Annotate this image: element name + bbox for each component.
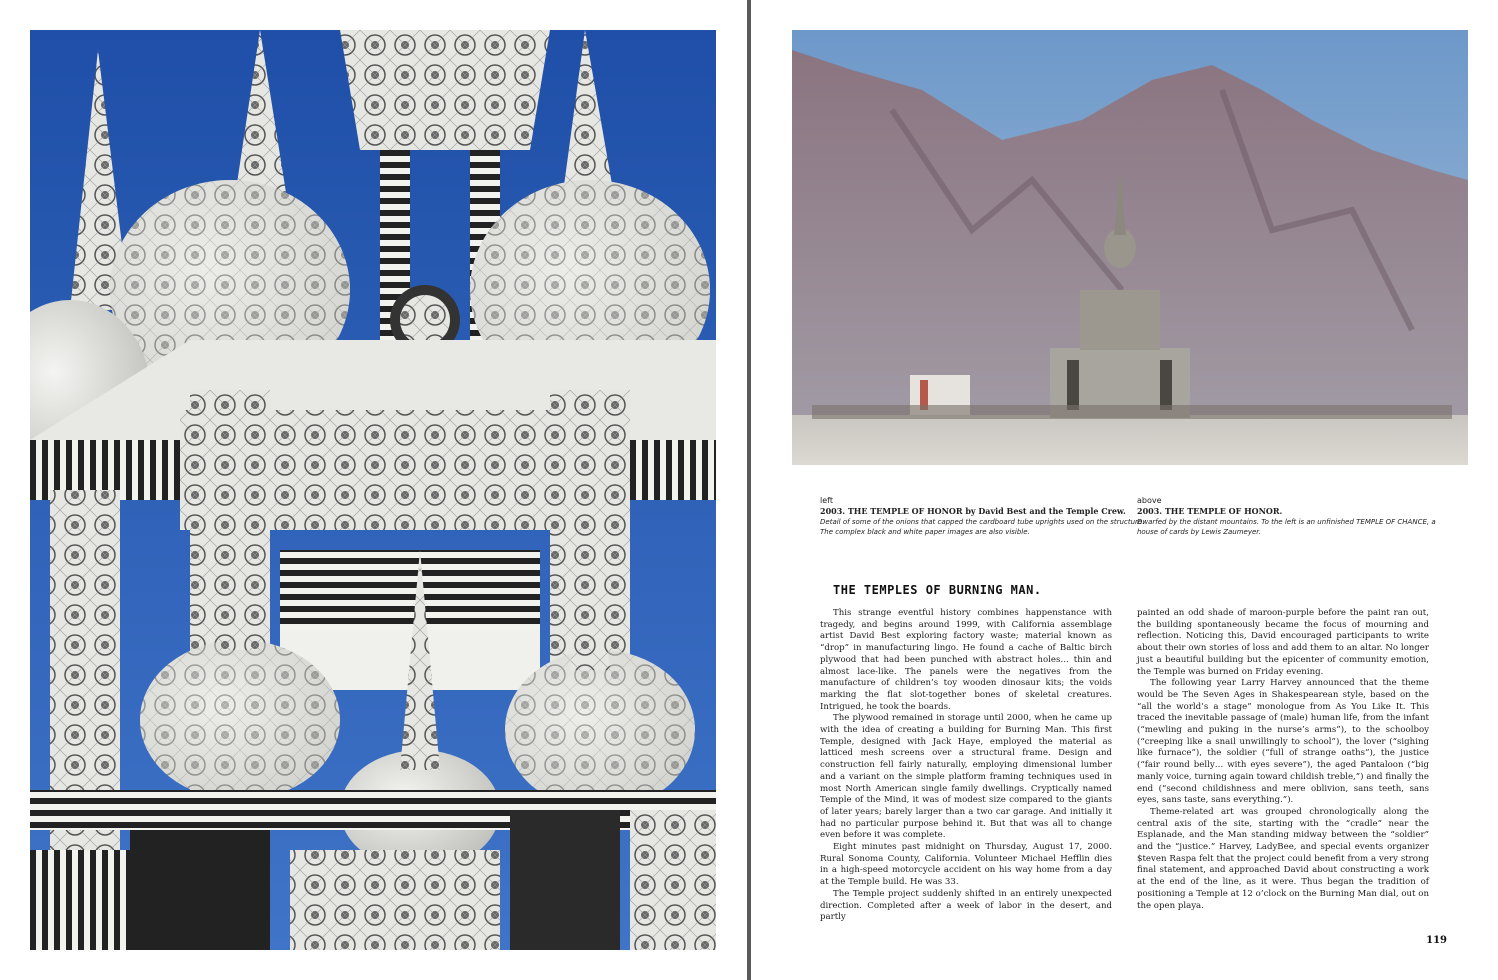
right-photo-caption: [1137, 496, 1437, 537]
article-title: THE TEMPLES OF BURNING MAN.: [833, 583, 1042, 597]
caption-label: above: [1137, 496, 1162, 505]
left-photo-caption: [820, 496, 1146, 537]
paragraph: The following year Larry Harvey announced that the theme would be The Seven Ages in Shakespearean style, based on the “all the world’s a stage” monologue from As You Like It. This traced the inevitable passage of (male) human life, from the infant (“mewling and puking in the nurse’s arms”), to the schoolboy (“creeping like a snail unwillingly to school”), the lover (“sighing like furnace”), the soldier (“full of strange oaths”), the justice (“fair round belly… with eyes severe”), the aged Pantaloon (“big manly voice, turning again toward childish treble,”) and finally the end (“second childishness and mere oblivion, sans teeth, sans eyes, sans taste, sans everything.”).: [1137, 678, 1429, 806]
caption-label: left: [820, 496, 833, 505]
article-column-1: [820, 608, 1112, 924]
caption-heading: 2003. THE TEMPLE OF HONOR by David Best and the Temple Crew.: [820, 506, 1126, 516]
paragraph: This strange eventful history combines happenstance with tragedy, and begins around 1999, with California assemblage artist David Best exploring factory waste; material known as “drop” in manufacturing lingo. He found a cache of Baltic birch plywood that had been punched with abstract holes… thin and almost lace-like. The panels were the negatives from the manufacture of children’s toy wooden dinosaur kits; the voids marking the flat slot-together bones of skeletal creatures. Intrigued, he took the boards.: [820, 608, 1112, 712]
temple-mountains-photo: [792, 30, 1468, 465]
paragraph: painted an odd shade of maroon-purple before the paint ran out, the building spontaneously became the focus of mourning and reflection. Noticing this, David encouraged participants to write about their own stories of loss and add them to an altar. No longer just a beautiful building but the epicenter of community emotion, the Temple was burned on Friday evening.: [1137, 608, 1429, 677]
right-page: [751, 0, 1498, 980]
caption-text: Detail of some of the onions that capped the cardboard tube uprights used on the structure. The complex black and white paper images are also visible.: [820, 518, 1145, 536]
article-column-2: [1137, 608, 1429, 912]
caption-heading: 2003. THE TEMPLE OF HONOR.: [1137, 506, 1283, 516]
left-page: [0, 0, 747, 980]
paragraph: Theme-related art was grouped chronologically along the central axis of the site, starting with the “cradle” near the Esplanade, and the Man standing midway between the “soldier” and the “justice.” Harvey, LadyBee, and special events organizer $teven Raspa felt that the project could benefit from a very strong final statement, and approached David about constructing a work at the end of the line, as it were. Thus began the tradition of positioning a Temple at 12 o’clock on the Burning Man dial, out on the open playa.: [1137, 806, 1429, 911]
paragraph: The Temple project suddenly shifted in an entirely unexpected direction. Completed after a week of labor in the desert, and partly: [820, 888, 1112, 923]
page-number: 119: [1426, 935, 1447, 946]
paragraph: Eight minutes past midnight on Thursday, August 17, 2000. Rural Sonoma County, California. Volunteer Michael Hefflin dies in a high-speed motorcycle accident on his way home from a day at the Temple build. He was 33.: [820, 842, 1112, 888]
temple-detail-photo: [30, 30, 716, 950]
caption-text: Dwarfed by the distant mountains. To the left is an unfinished TEMPLE OF CHANCE, a house of cards by Lewis Zaumeyer.: [1137, 518, 1436, 536]
paragraph: The plywood remained in storage until 2000, when he came up with the idea of creating a building for Burning Man. This first Temple, designed with Jack Haye, employed the material as latticed mesh screens over a structural frame. Design and construction fell fairly naturally, employing dimensional lumber and a variant on the simple platform framing techniques used in most North American single family dwellings. Cryptically named Temple of the Mind, it was of modest size compared to the giants of later years; barely larger than a two car garage. And initially it had no particular purpose behind it. But that was all to change even before it was complete.: [820, 713, 1112, 841]
